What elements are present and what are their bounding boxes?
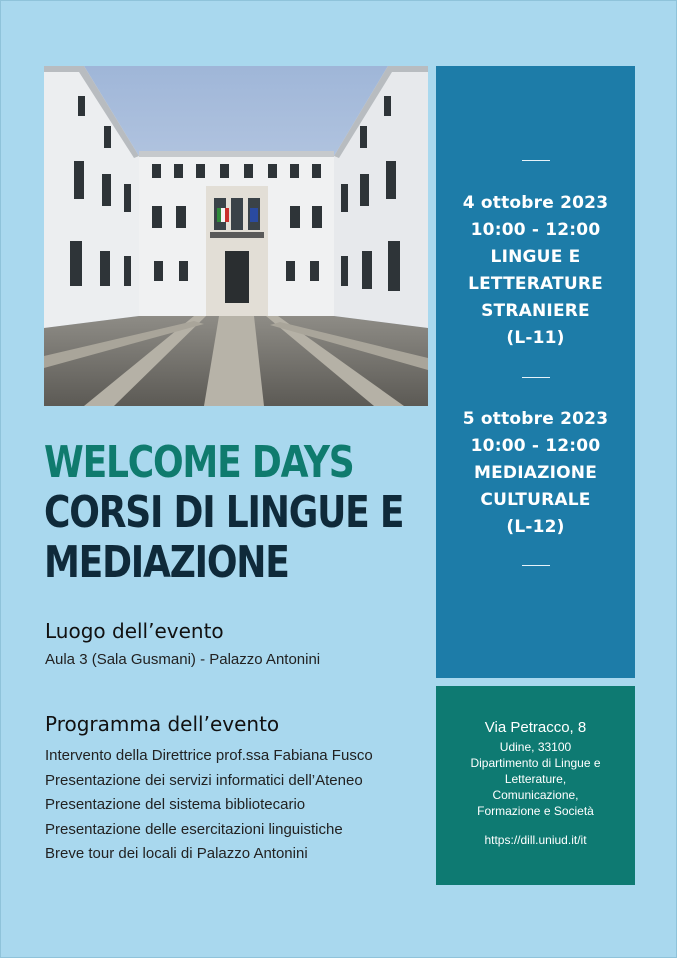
courtyard-image <box>44 66 428 406</box>
title-welcome-days: WELCOME DAYS <box>44 437 354 488</box>
program-item: Presentazione delle esercitazioni linguistiche <box>45 820 343 838</box>
address-panel <box>436 686 635 885</box>
program-heading: Programma dell’evento <box>45 712 280 736</box>
venue-value: Aula 3 (Sala Gusmani) - Palazzo Antonini <box>45 651 321 668</box>
address-city: Udine, 33100 <box>499 740 572 754</box>
session-1-time: 10:00 - 12:00 <box>470 220 601 240</box>
department-line: Comunicazione, <box>492 788 579 802</box>
divider <box>522 160 550 161</box>
session-1-line: STRANIERE <box>481 301 590 321</box>
title-line-3: MEDIAZIONE <box>44 537 289 588</box>
session-1 <box>436 190 635 352</box>
address-street: Via Petracco, 8 <box>484 719 587 736</box>
venue-heading: Luogo dell’evento <box>45 619 224 643</box>
title-line-2: CORSI DI LINGUE E <box>44 487 404 538</box>
session-2 <box>436 406 635 541</box>
program-item: Presentazione del sistema bibliotecario <box>45 796 306 813</box>
department-line: Formazione e Società <box>477 804 594 818</box>
program-item: Presentazione dei servizi informatici dell’Ateneo <box>45 771 363 789</box>
session-1-line: LINGUE E <box>490 247 581 267</box>
session-2-date: 5 ottobre 2023 <box>462 409 609 429</box>
session-2-line: CULTURALE <box>480 490 591 510</box>
session-2-line: (L-12) <box>506 517 565 537</box>
divider <box>522 377 550 378</box>
divider <box>522 565 550 566</box>
program-list <box>45 744 373 867</box>
session-2-time: 10:00 - 12:00 <box>470 436 601 456</box>
program-item: Breve tour dei locali di Palazzo Antonini <box>45 845 308 862</box>
session-1-line: (L-11) <box>506 328 565 348</box>
session-2-line: MEDIAZIONE <box>473 463 598 483</box>
schedule-panel <box>436 66 635 678</box>
department-line: Letterature, <box>504 772 567 786</box>
program-item: Intervento della Direttrice prof.ssa Fabiana Fusco <box>45 747 373 764</box>
session-1-line: LETTERATURE <box>468 274 603 294</box>
palazzo-photo <box>44 66 428 406</box>
session-1-date: 4 ottobre 2023 <box>462 193 609 213</box>
address-details <box>436 739 635 819</box>
website-link[interactable]: https://dill.uniud.it/it <box>484 833 587 847</box>
department-line: Dipartimento di Lingue e <box>470 756 601 770</box>
